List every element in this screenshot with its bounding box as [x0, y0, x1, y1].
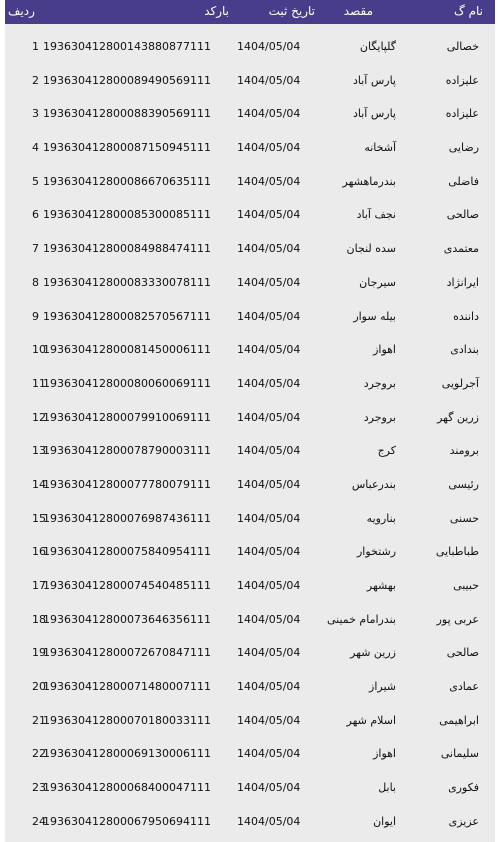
cell-date: 1404/05/04	[237, 713, 301, 727]
cell-barcode: 193630412800077780079111	[43, 477, 211, 491]
cell-row-number: 20	[32, 680, 46, 694]
table-row	[5, 24, 495, 58]
cell-name: بندادی	[450, 343, 479, 357]
cell-row-number: 17	[32, 579, 46, 592]
cell-row-number: 13	[32, 444, 46, 458]
cell-row-number: 18	[32, 612, 46, 626]
table-row	[5, 765, 495, 799]
cell-row-number: 6	[32, 208, 39, 222]
cell-row-number: 21	[32, 713, 46, 727]
cell-name: رضایی	[448, 141, 479, 155]
cell-row-number: 9	[32, 309, 39, 323]
cell-barcode: 193630412800073646356111	[43, 612, 211, 626]
table-row	[5, 529, 495, 563]
cell-name: عزیزی	[448, 814, 479, 828]
table-row	[5, 428, 495, 462]
cell-barcode: 193630412800075840954111	[43, 545, 211, 559]
table-row	[5, 361, 495, 395]
header-destination: مقصد	[343, 4, 373, 18]
cell-destination: بندرعباس	[351, 477, 396, 491]
header-date: تاریخ ثبت	[268, 4, 315, 18]
cell-name: حبیبی	[453, 579, 479, 592]
cell-row-number: 24	[32, 814, 46, 828]
cell-barcode: 193630412800076987436111	[43, 511, 211, 525]
cell-barcode: 193630412800072670847111	[43, 646, 211, 660]
cell-row-number: 8	[32, 275, 39, 289]
table-header	[5, 0, 495, 24]
cell-destination: بابل	[378, 781, 396, 795]
cell-date: 1404/05/04	[237, 511, 301, 525]
table-row	[5, 58, 495, 92]
cell-date: 1404/05/04	[237, 174, 301, 188]
cell-destination: بروجرد	[363, 376, 396, 390]
cell-barcode: 193630412800079910069111	[43, 410, 211, 424]
cell-date: 1404/05/04	[237, 376, 301, 390]
table-row	[5, 731, 495, 765]
cell-barcode: 193630412800080060069111	[43, 376, 211, 390]
cell-date: 1404/05/04	[237, 680, 301, 694]
cell-barcode: 193630412800078790003111	[43, 444, 211, 458]
cell-barcode: 193630412800089490569111	[43, 73, 211, 87]
cell-date: 1404/05/04	[237, 40, 301, 53]
header-name: نام گ	[454, 4, 483, 18]
cell-name: سلیمانی	[440, 747, 479, 761]
cell-barcode: 193630412800086670635111	[43, 174, 211, 188]
cell-destination: پارس آباد	[352, 73, 396, 87]
cell-date: 1404/05/04	[237, 242, 301, 256]
table-row	[5, 91, 495, 125]
cell-date: 1404/05/04	[237, 814, 301, 828]
cell-date: 1404/05/04	[237, 107, 301, 121]
cell-name: ابراهیمی	[439, 713, 479, 727]
table-body	[5, 24, 495, 833]
cell-date: 1404/05/04	[237, 275, 301, 289]
table-row	[5, 125, 495, 159]
cell-destination: ایوان	[373, 814, 396, 828]
cell-row-number: 7	[32, 242, 39, 256]
cell-destination: رشتخوار	[357, 545, 396, 559]
cell-barcode: 193630412800083330078111	[43, 275, 211, 289]
cell-row-number: 11	[32, 376, 46, 390]
table-row	[5, 192, 495, 226]
cell-name: معتمدی	[443, 242, 479, 256]
cell-barcode: 193630412800081450006111	[43, 343, 211, 357]
cell-date: 1404/05/04	[237, 343, 301, 357]
cell-row-number: 14	[32, 477, 46, 491]
cell-destination: سده لنجان	[346, 242, 396, 256]
cell-row-number: 12	[32, 410, 46, 424]
table-row	[5, 294, 495, 328]
cell-destination: اهواز	[373, 343, 396, 357]
cell-destination: سیرجان	[359, 275, 396, 289]
cell-row-number: 4	[32, 141, 39, 155]
cell-name: حسنی	[449, 511, 479, 525]
cell-date: 1404/05/04	[237, 477, 301, 491]
table-row	[5, 630, 495, 664]
cell-name: ایرانژاد	[446, 275, 479, 289]
cell-row-number: 22	[32, 747, 46, 761]
cell-date: 1404/05/04	[237, 73, 301, 87]
table-row	[5, 462, 495, 496]
table-row	[5, 664, 495, 698]
cell-destination: بیله سوار	[353, 309, 396, 323]
cell-row-number: 19	[32, 646, 46, 660]
table-row	[5, 563, 495, 597]
cell-barcode: 193630412800069130006111	[43, 747, 211, 761]
cell-barcode: 193630412800084988474111	[43, 242, 211, 256]
cell-date: 1404/05/04	[237, 141, 301, 155]
cell-name: علیزاده	[445, 73, 479, 87]
cell-barcode: 193630412800143880877111	[43, 40, 211, 53]
cell-row-number: 10	[32, 343, 46, 357]
cell-barcode: 193630412800082570567111	[43, 309, 211, 323]
cell-destination: اهواز	[373, 747, 396, 761]
cell-barcode: 193630412800067950694111	[43, 814, 211, 828]
cell-row-number: 16	[32, 545, 46, 559]
cell-barcode: 193630412800087150945111	[43, 141, 211, 155]
cell-date: 1404/05/04	[237, 612, 301, 626]
cell-row-number: 5	[32, 174, 39, 188]
cell-barcode: 193630412800070180033111	[43, 713, 211, 727]
cell-name: صالحی	[446, 208, 479, 222]
cell-name: خصالی	[446, 40, 479, 53]
shipment-table	[5, 0, 495, 842]
cell-name: عربی پور	[436, 612, 479, 626]
table-row	[5, 395, 495, 429]
cell-name: آجرلویی	[441, 376, 479, 390]
table-row	[5, 799, 495, 833]
cell-name: علیزاده	[445, 107, 479, 121]
table-row	[5, 698, 495, 732]
header-barcode: بارکد	[204, 4, 229, 18]
table-row	[5, 597, 495, 631]
cell-barcode: 193630412800071480007111	[43, 680, 211, 694]
cell-name: عمادی	[449, 680, 479, 694]
cell-destination: بندرامام خمینی	[326, 612, 396, 626]
cell-row-number: 23	[32, 781, 46, 795]
cell-barcode: 193630412800074540485111	[43, 579, 211, 592]
cell-destination: اسلام شهر	[346, 713, 396, 727]
table-row	[5, 496, 495, 530]
cell-name: برومند	[449, 444, 479, 458]
cell-name: رئیسی	[448, 477, 479, 491]
header-row-number: ردیف	[8, 4, 35, 18]
cell-barcode: 193630412800088390569111	[43, 107, 211, 121]
cell-destination: زرین شهر	[350, 646, 396, 660]
cell-name: داننده	[453, 309, 479, 323]
cell-date: 1404/05/04	[237, 545, 301, 559]
cell-name: فاضلی	[448, 174, 479, 188]
cell-destination: بنارویه	[366, 511, 396, 525]
cell-name: طباطبایی	[435, 545, 479, 559]
cell-row-number: 15	[32, 511, 46, 525]
cell-destination: کرج	[377, 444, 396, 458]
cell-date: 1404/05/04	[237, 309, 301, 323]
cell-name: صالحی	[446, 646, 479, 660]
cell-destination: بندرماهشهر	[342, 174, 396, 188]
table-row	[5, 260, 495, 294]
cell-date: 1404/05/04	[237, 579, 301, 592]
cell-row-number: 3	[32, 107, 39, 121]
table-row	[5, 226, 495, 260]
cell-name: زرین گهر	[437, 410, 479, 424]
cell-name: فکوری	[448, 781, 479, 795]
cell-destination: پارس آباد	[352, 107, 396, 121]
cell-date: 1404/05/04	[237, 410, 301, 424]
cell-date: 1404/05/04	[237, 208, 301, 222]
cell-destination: نجف آباد	[356, 208, 396, 222]
cell-barcode: 193630412800085300085111	[43, 208, 211, 222]
cell-destination: بهشهر	[366, 579, 396, 592]
cell-row-number: 2	[32, 73, 39, 87]
cell-destination: گلپایگان	[359, 40, 396, 53]
cell-date: 1404/05/04	[237, 747, 301, 761]
cell-destination: شیراز	[369, 680, 396, 694]
table-row	[5, 159, 495, 193]
cell-destination: بروجرد	[363, 410, 396, 424]
table-row	[5, 327, 495, 361]
cell-destination: آشخانه	[364, 141, 396, 155]
cell-barcode: 193630412800068400047111	[43, 781, 211, 795]
cell-date: 1404/05/04	[237, 781, 301, 795]
cell-date: 1404/05/04	[237, 646, 301, 660]
cell-date: 1404/05/04	[237, 444, 301, 458]
cell-row-number: 1	[32, 40, 39, 53]
